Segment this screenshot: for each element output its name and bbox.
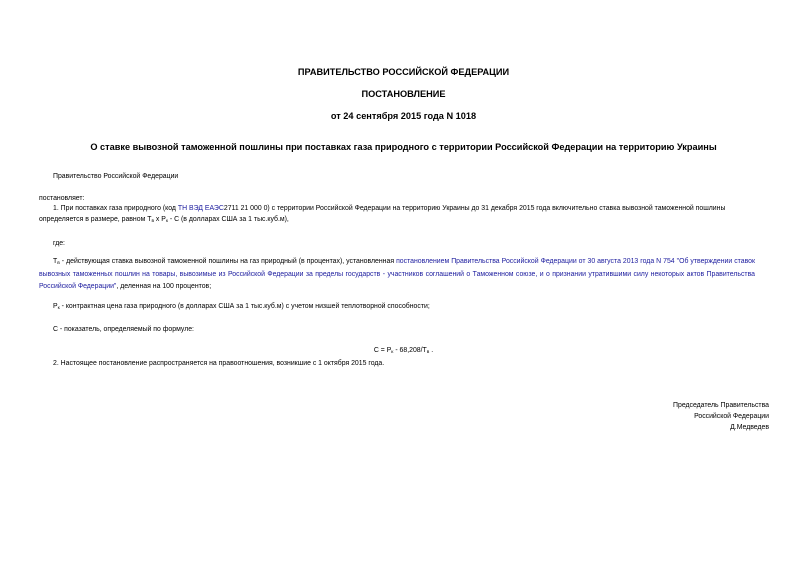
decree-754-link[interactable]: постановлением Правительства Российской Федерации от 30 августа 2013 года N 754 "Об утверждении ставок вывозных таможенных пошлин на товары, вывозимые из Российской Федерации за пределы государств - участников соглашений о Таможенном союзе, и о признании утратившими силу некоторых актов Правительства Российской Федерации" <box>39 258 755 290</box>
signature-title-line: Председатель Правительства <box>673 402 769 409</box>
signature-name: Д.Медведев <box>730 424 769 431</box>
definition-p: $Р_к$ - контрактная цена газа природного (в долларах США за 1 тыс.куб.м) с учетом низшей теплотворной способности; <box>53 303 430 311</box>
signature-block <box>673 400 769 433</box>
tnved-link[interactable]: ТН ВЭД ЕАЭС <box>177 205 224 212</box>
definition-t: $Т_в$ - действующая ставка вывозной таможенной пошлины на газ природный (в процентах), установленная постановлением Правительства Российской Федерации от 30 августа 2013 года N 754 "Об утверждении ставок вывозных таможенных пошлин на товары, вывозимые из Российской Федерации за пределы государств - участников соглашений о Таможенном союзе, и о признании утратившими силу некоторых актов Правительства Российской Федерации", деленная на 100 процентов; <box>39 258 755 290</box>
decrees-word: постановляет: <box>39 195 85 202</box>
item-1-line-2: определяется в размере, равном $Т_в$ х $Р_к$ - С (в долларах США за 1 тыс.куб.м), <box>39 216 289 224</box>
definition-c: С - показатель, определяемый по формуле: <box>53 326 194 333</box>
government-heading: ПРАВИТЕЛЬСТВО РОССИЙСКОЙ ФЕДЕРАЦИИ <box>297 67 510 77</box>
formula: $С = Р_к - 68,208/Т_в$ . <box>373 347 434 355</box>
document-title: О ставке вывозной таможенной пошлины при поставках газа природного с территории Российской Федерации на территорию Украины <box>90 142 717 152</box>
preamble: Правительство Российской Федерации <box>53 173 179 180</box>
date-number-heading: от 24 сентября 2015 года N 1018 <box>330 111 477 121</box>
item-1-line-1: 1. При поставках газа природного (код ТН ВЭД ЕАЭС2711 21 000 0) с территории Российской Федерации на территорию Украины до 31 декабря 2015 года включительно ставка вывозной таможенной пошлины <box>53 205 726 212</box>
signature-org-line: Российской Федерации <box>694 413 769 420</box>
where-word: где: <box>53 240 65 247</box>
document-type-heading: ПОСТАНОВЛЕНИЕ <box>361 89 446 99</box>
item-2: 2. Настоящее постановление распространяется на правоотношения, возникшие с 1 октября 2015 года. <box>53 360 385 367</box>
